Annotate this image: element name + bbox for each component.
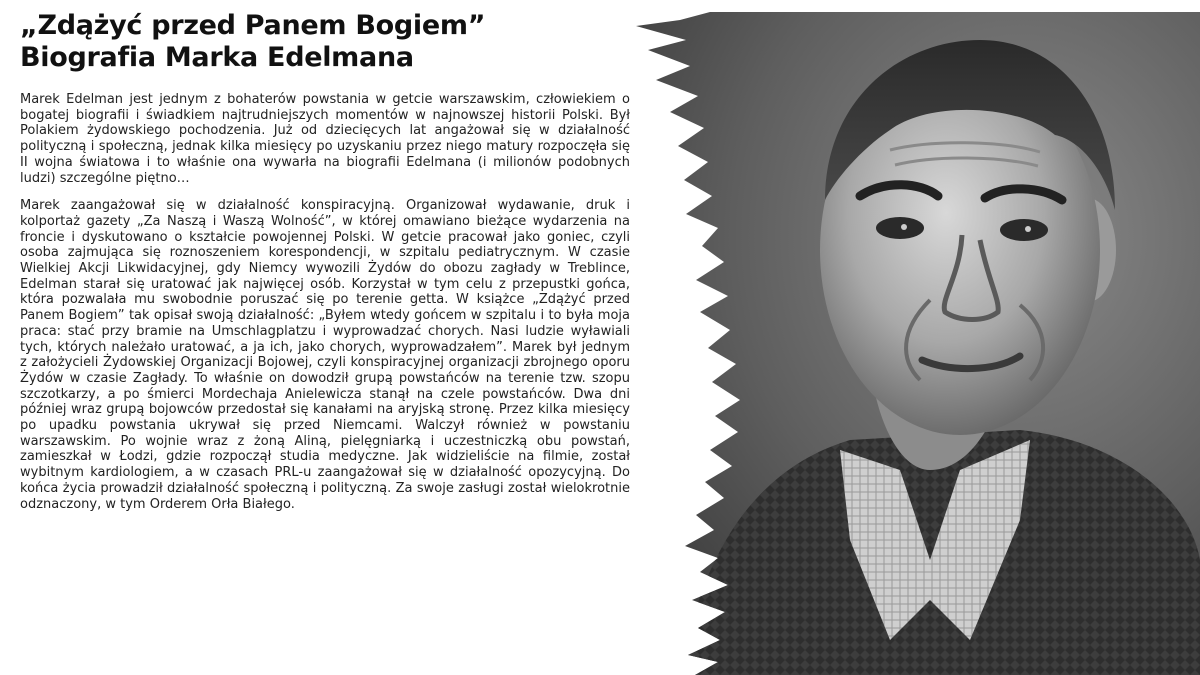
biography-text — [20, 92, 630, 512]
title-line-2: Biografia Marka Edelmana — [20, 42, 414, 73]
portrait-photo — [600, 0, 1200, 675]
title-line-1: „Zdążyć przed Panem Bogiem” — [20, 10, 486, 41]
paragraph-1: Marek Edelman jest jednym z bohaterów powstania w getcie warszawskim, człowiekiem o bogatej biografii i świadkiem najtrudniejszych momentów w najnowszej historii Polski. Był Polakiem żydowskiego pochodzenia. Już od dziecięcych lat angażował się w działalność polityczną i społeczną, jednak kilka miesięcy po uzyskaniu przez niego matury rozpoczęła się II wojna światowa i to właśnie ona wywarła na biografii Edelmana (i milionów podobnych ludzi) szczególne piętno… — [20, 92, 630, 186]
paragraph-2: Marek zaangażował się w działalność konspiracyjną. Organizował wydawanie, druk i kolportaż gazety „Za Naszą i Waszą Wolność”, w której omawiano bieżące wydarzenia na froncie i dyskutowano o kształcie powojennej Polski. W getcie pracował jako goniec, czyli osoba zajmująca się roznoszeniem korespondencji, w szpitalu pediatrycznym. W czasie Wielkiej Akcji Likwidacyjnej, gdy Niemcy wywozili Żydów do obozu zagłady w Treblince, Edelman starał się uratować jak najwięcej osób. Korzystał w tym celu z przepustki gońca, która pozwalała mu swobodnie poruszać się po terenie getta. W książce „Zdążyć przed Panem Bogiem” tak opisał swoją działalność: „Byłem wtedy gońcem w szpitalu i to była moja praca: stać przy bramie na Umschlagplatzu i wyprowadzać chorych. Nasi ludzie wyławiali tych, których należało uratować, a ja ich, jako chorych, wyprowadzałem”. Marek był jednym z założycieli Żydowskiej Organizacji Bojowej, czyli konspiracyjnej organizacji zbrojnego oporu Żydów w czasie Zagłady. To właśnie on dowodził grupą powstańców na terenie tzw. szopu szczotkarzy, a po śmierci Mordechaja Anielewicza stanął na czele powstańców. Dwa dni później wraz grupą bojowców przedostał się kanałami na aryjską stronę. Przez kilka miesięcy po upadku powstania ukrywał się przed Niemcami. Walczył również w powstaniu warszawskim. Po wojnie wraz z żoną Aliną, pielęgniarką i uczestniczką obu powstań, zamieszkał w Łodzi, gdzie rozpoczął studia medyczne. Jak widzieliście na filmie, został wybitnym kardiologiem, a w czasach PRL-u zaangażował się w działalność opozycyjną. Do końca życia prowadził działalność społeczną i polityczną. Za swoje zasługi został wielokrotnie odznaczony, w tym Orderem Orła Białego. — [20, 198, 630, 512]
slide-title — [20, 10, 630, 74]
portrait-image — [600, 0, 1200, 675]
text-column — [20, 10, 630, 512]
